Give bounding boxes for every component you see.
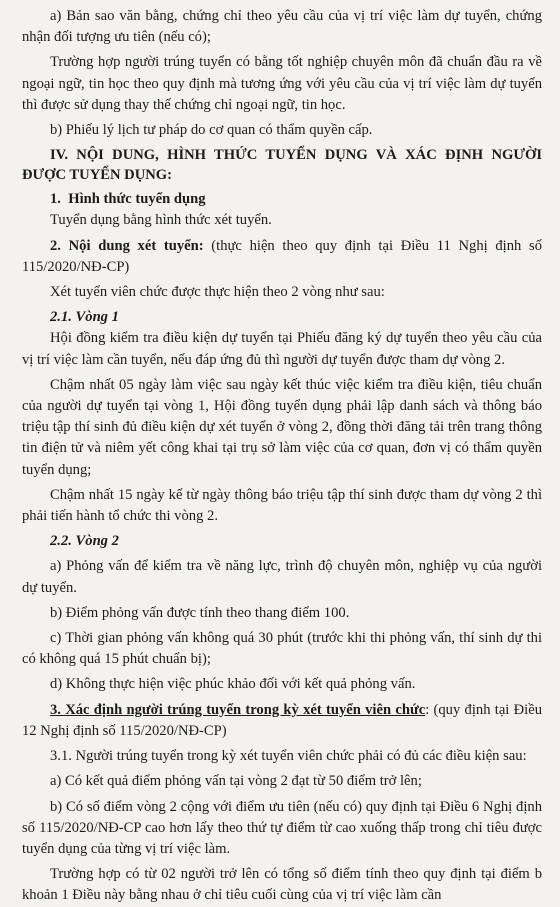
paragraph-degree-substitute: Trường hợp người trúng tuyển có bằng tốt nghiệp chuyên môn đã chuẩn đầu ra về ngoại ngữ, tin học theo quy định mà tương ứng với yêu cầu của vị trí việc làm dự tuyển thì được sử dụng thay thế chứng chỉ ngoại ngữ, tin học. [22, 54, 542, 113]
heading-2-1-title: 2.1. Vòng 1 [50, 309, 119, 326]
heading-3-reference: : (quy định tại Điều 12 Nghị định số 115/2020/NĐ-CP) [22, 701, 542, 739]
paragraph-3-1-b: b) Có số điểm vòng 2 cộng với điểm ưu tiên (nếu có) quy định tại Điều 6 Nghị định số 115/2020/NĐ-CP cao hơn lấy theo thứ tự điểm từ cao xuống thấp trong chỉ tiêu được tuyển dụng của từng vị trí việc làm. [22, 798, 542, 857]
paragraph-interview-c: c) Thời gian phỏng vấn không quá 30 phút (trước khi thi phỏng vấn, thí sinh dự thi có không quá 15 phút chuẩn bị); [22, 630, 542, 668]
heading-1-number: 1. [50, 191, 61, 208]
heading-2-1 [22, 307, 542, 328]
heading-2-reference: (thực hiện theo quy định tại Điều 11 Nghị định số 115/2020/NĐ-CP) [22, 237, 543, 275]
paragraph-round-2-schedule: Chậm nhất 15 ngày kể từ ngày thông báo triệu tập thí sinh được tham dự vòng 2 thì phải tiến hành tổ chức thi vòng 2. [22, 486, 542, 525]
heading-2-2 [22, 531, 542, 552]
heading-1-title: Hình thức tuyển dụng [68, 191, 206, 208]
paragraph-round-1: Hội đồng kiểm tra điều kiện dự tuyển tại Phiếu đăng ký dự tuyển theo yêu cầu của vị trí việc làm cần tuyển, nếu đáp ứng đủ thì người dự tuyển được tham dự vòng 2. [22, 330, 542, 368]
paragraph-3-1-a: a) Có kết quả điểm phỏng vấn tại vòng 2 đạt từ 50 điểm trở lên; [50, 773, 422, 790]
paragraph-copy-degree: a) Bản sao văn bằng, chứng chỉ theo yêu cầu của vị trí việc làm dự tuyển, chứng nhận đối tượng ưu tiên (nếu có); [22, 8, 542, 46]
heading-3-title: 3. Xác định người trúng tuyển trong kỳ xét tuyển viên chức [50, 701, 426, 718]
heading-2 [22, 236, 542, 278]
paragraph-criminal-record: b) Phiếu lý lịch tư pháp do cơ quan có thẩm quyền cấp. [50, 122, 373, 139]
heading-3 [22, 700, 542, 742]
heading-2-2-title: 2.2. Vòng 2 [50, 533, 119, 550]
section-iv-heading: IV. NỘI DUNG, HÌNH THỨC TUYỂN DỤNG VÀ XÁC ĐỊNH NGƯỜI ĐƯỢC TUYỂN DỤNG: [22, 147, 542, 184]
paragraph-two-rounds: Xét tuyển viên chức được thực hiện theo 2 vòng như sau: [50, 284, 385, 301]
paragraph-recruitment-form: Tuyển dụng bằng hình thức xét tuyển. [50, 212, 272, 229]
paragraph-tie-case: Trường hợp có từ 02 người trở lên có tổng số điểm tính theo quy định tại điểm b khoản 1 Điều này bằng nhau ở chỉ tiêu cuối cùng của vị trí việc làm cần [22, 866, 542, 904]
paragraph-interview-d: d) Không thực hiện việc phúc khảo đối với kết quả phỏng vấn. [50, 676, 416, 693]
paragraph-round-1-deadline: Chậm nhất 05 ngày làm việc sau ngày kết thúc việc kiểm tra điều kiện, tiêu chuẩn của người dự tuyển tại vòng 1, Hội đồng tuyển dụng phải lập danh sách và thông báo triệu tập thí sinh đủ điều kiện dự xét tuyển ở vòng 2, đồng thời đăng tải trên trang thông tin điện tử và niêm yết công khai tại trụ sở làm việc của cơ quan, đơn vị có thẩm quyền tuyển dụng; [22, 376, 542, 478]
paragraph-interview-a: a) Phỏng vấn để kiểm tra về năng lực, trình độ chuyên môn, nghiệp vụ của người dự tuyển. [22, 558, 542, 596]
paragraph-3-1: 3.1. Người trúng tuyển trong kỳ xét tuyển viên chức phải có đủ các điều kiện sau: [50, 748, 527, 765]
paragraph-interview-b: b) Điểm phỏng vấn được tính theo thang điểm 100. [50, 604, 350, 621]
heading-2-title: 2. Nội dung xét tuyển: [50, 237, 204, 254]
heading-1 [22, 189, 542, 210]
